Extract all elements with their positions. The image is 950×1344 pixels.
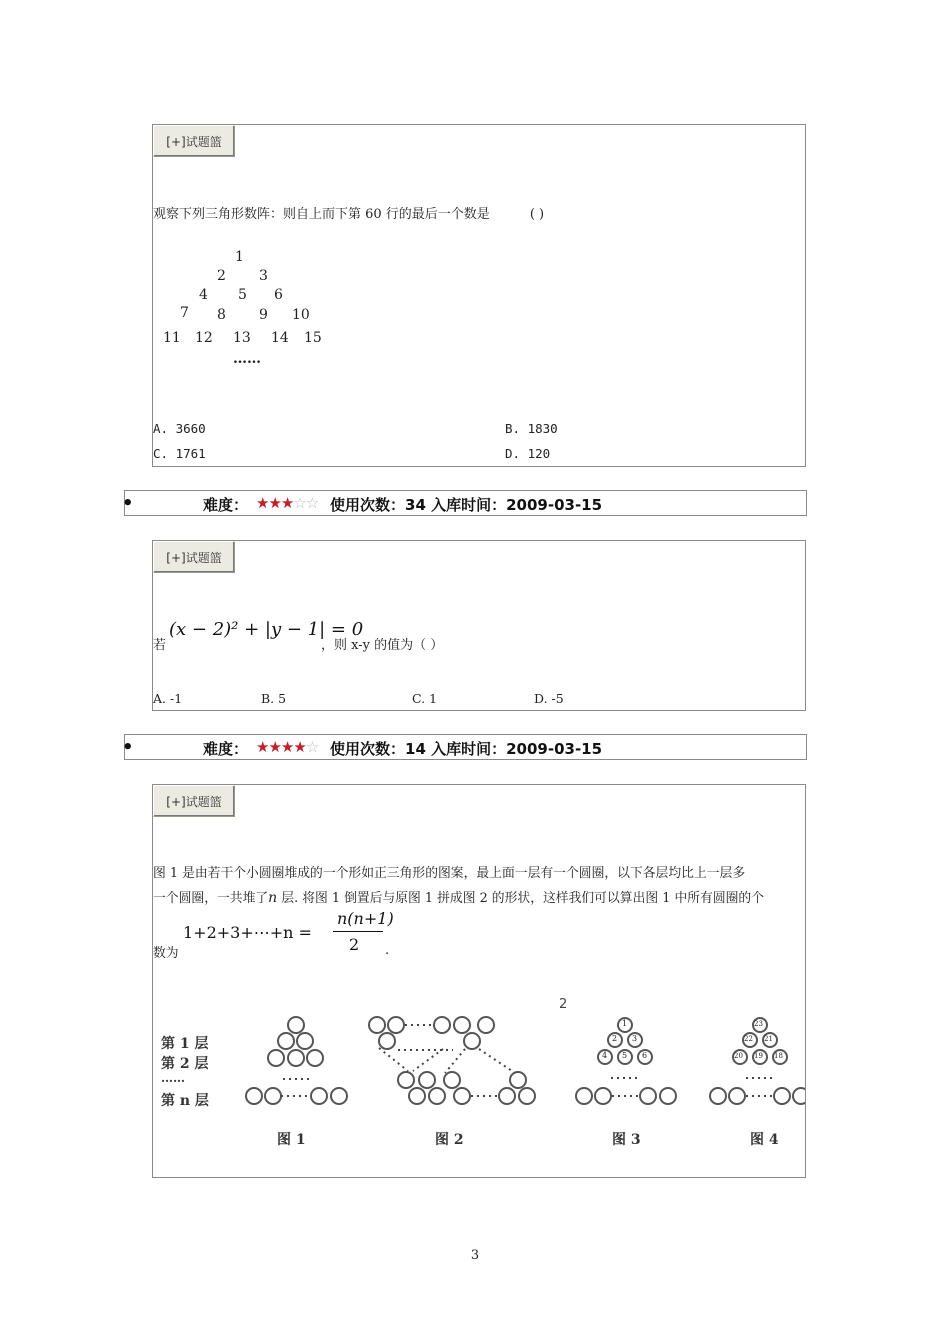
question-prefix: 若 — [153, 638, 167, 653]
question-card-2 — [152, 540, 806, 711]
question-line-2: 一个圆圈，一共堆了n 层. 将图 1 倒置后与原图 1 拼成图 2 的形状，这样我们可以算出图 1 中所有圆圈的个 — [153, 890, 765, 906]
question-line-1: 图 1 是由若干个小圆圈堆成的一个形如正三角形的图案，最上面一层有一个圆圈，以下各层均比上一层多 — [153, 866, 746, 881]
equation: (x − 2)² + |y − 1| = 0 — [169, 619, 364, 640]
option-d[interactable]: D. -5 — [534, 691, 564, 706]
figure-caption: 图 4 — [750, 1132, 779, 1148]
layer-label: 第 n 层 — [161, 1093, 209, 1109]
triangle-number: 10 — [292, 307, 310, 323]
triangle-number: 3 — [259, 268, 268, 284]
triangle-number: 13 — [233, 330, 251, 346]
triangle-number: 7 — [180, 305, 189, 321]
difficulty-stars-icon: ★★★☆☆ — [256, 494, 319, 512]
difficulty-stars-icon: ★★★★☆ — [256, 738, 319, 756]
formula-numerator: n(n+1) — [337, 909, 394, 928]
question-card-3: [+]试题篮 图 1 是由若干个小圆圈堆成的一个形如正三角形的图案，最上面一层有一个圆圈，以下各层均比上一层多 一个圆圈，一共堆了n 层. 将图 1 倒置后与原图 1 拼成图 2 的形状，这样我们可以算出图 1 中所有圆圈的个 1+2+3+⋯+n = n(n+1) 2 数为 . 2 第 1 层 第 2 层 …… 第 n 层 1 2 3 4 5 6 23 22 21 20 19 18 图 1 图 2 图 3 图 4 — [152, 784, 806, 1178]
difficulty-label: 难度： — [203, 740, 249, 758]
fig4-number: 19 — [754, 1052, 763, 1060]
number-triangle — [153, 245, 333, 375]
layer-label: 第 2 层 — [161, 1056, 209, 1072]
option-c[interactable]: C. 1 — [412, 691, 438, 706]
question-card-1 — [152, 124, 806, 467]
fig3-number: 6 — [642, 1051, 648, 1060]
triangle-number: 9 — [259, 307, 268, 323]
difficulty-label: 难度： — [203, 496, 249, 514]
question-meta-1 — [124, 490, 807, 516]
usage-and-date: 使用次数：34 入库时间：2009-03-15 — [330, 496, 603, 514]
add-to-basket-button[interactable]: [+]试题篮 — [153, 541, 235, 573]
figure-caption: 图 3 — [612, 1132, 641, 1148]
triangle-number: 15 — [304, 330, 322, 346]
fig3-number: 3 — [632, 1034, 638, 1043]
question-meta-2 — [124, 734, 807, 760]
triangle-number: 14 — [271, 330, 289, 346]
question-suffix: ，则 x-y 的值为（ ） — [321, 638, 444, 653]
stray-mark: 2 — [559, 997, 568, 1012]
fig3-number: 1 — [622, 1019, 628, 1028]
option-b[interactable]: B. 1830 — [505, 421, 558, 436]
fig3-number: 2 — [612, 1034, 618, 1043]
fig4-number: 22 — [744, 1035, 753, 1043]
formula-denominator: 2 — [349, 935, 360, 954]
fig3-number: 4 — [602, 1051, 608, 1060]
add-to-basket-button[interactable]: [+]试题篮 — [153, 125, 235, 157]
triangle-number: 4 — [199, 287, 208, 303]
circle-figure — [153, 997, 805, 1178]
triangle-number: 11 — [163, 330, 181, 346]
option-d[interactable]: D. 120 — [505, 446, 551, 461]
page-number: 3 — [470, 1248, 480, 1263]
question-text: 观察下列三角形数阵：则自上而下第 60 行的最后一个数是 ( ) — [153, 207, 545, 222]
fig4-number: 21 — [764, 1035, 773, 1043]
triangle-number: 2 — [217, 268, 226, 284]
fig3-number: 5 — [622, 1051, 628, 1060]
option-b[interactable]: B. 5 — [261, 691, 287, 706]
fig4-number: 20 — [734, 1052, 743, 1060]
triangle-number: 1 — [235, 249, 244, 265]
period: . — [385, 943, 390, 958]
usage-and-date: 使用次数：14 入库时间：2009-03-15 — [330, 740, 603, 758]
add-to-basket-button[interactable]: [+]试题篮 — [153, 785, 235, 817]
triangle-number: 12 — [195, 330, 213, 346]
triangle-number: 5 — [238, 287, 247, 303]
option-c[interactable]: C. 1761 — [153, 446, 206, 461]
option-a[interactable]: A. 3660 — [153, 421, 206, 436]
figure-caption: 图 1 — [277, 1132, 306, 1148]
triangle-ellipsis: …… — [233, 351, 261, 367]
layer-label: 第 1 层 — [161, 1036, 209, 1052]
option-a[interactable]: A. -1 — [153, 691, 183, 706]
question-line-3: 数为 — [153, 946, 179, 961]
layer-label: …… — [161, 1071, 185, 1085]
triangle-number: 8 — [217, 307, 226, 323]
fig4-number: 23 — [754, 1020, 763, 1028]
figure-caption: 图 2 — [435, 1132, 464, 1148]
bullet: • — [122, 493, 134, 514]
fig4-number: 18 — [774, 1052, 783, 1060]
triangle-number: 6 — [274, 287, 283, 303]
bullet: • — [122, 737, 134, 758]
